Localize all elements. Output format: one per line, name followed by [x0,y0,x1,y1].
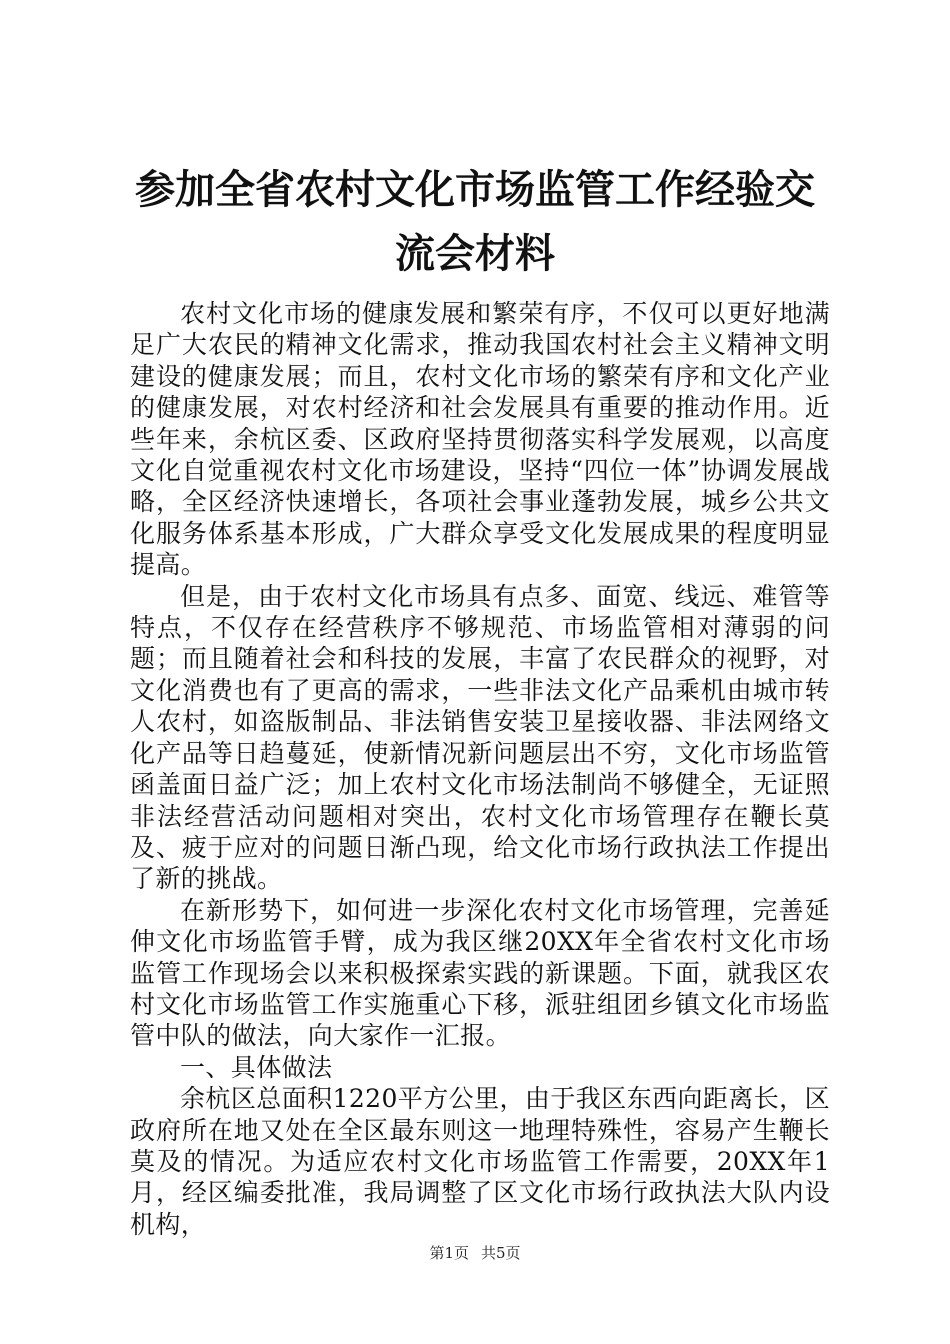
page-footer [0,1242,950,1263]
document-title: 参加全省农村文化市场监管工作经验交流会材料 [135,167,815,277]
document-body [130,298,830,1240]
paragraph-intro: 农村文化市场的健康发展和繁荣有序，不仅可以更好地满足广大农民的精神文化需求，推动我国农村社会主义精神文明建设的健康发展；而且，农村文化市场的繁荣有序和文化产业的健康发展，对农村经济和社会发展具有重要的推动作用。近些年来，余杭区委、区政府坚持贯彻落实科学发展观，以高度文化自觉重视农村文化市场建设，坚持“四位一体”协调发展战略，全区经济快速增长，各项社会事业蓬勃发展，城乡公共文化服务体系基本形成，广大群众享受文化发展成果的程度明显提高。 [130,299,830,580]
paragraph-new-situation: 在新形势下，如何进一步深化农村文化市场管理，完善延伸文化市场监管手臂，成为我区继20XX年全省农村文化市场监管工作现场会以来积极探索实践的新课题。下面，就我区农村文化市场监管工作实施重心下移，派驻组团乡镇文化市场监管中队的做法，向大家作一汇报。 [130,895,830,1051]
section-heading: 一、具体做法 [180,1052,333,1082]
page-number: 第1页 [429,1244,469,1262]
paragraph-challenges: 但是，由于农村文化市场具有点多、面宽、线远、难管等特点，不仅存在经营秩序不够规范、市场监管相对薄弱的问题；而且随着社会和科技的发展，丰富了农民群众的视野，对文化消费也有了更高的需求，一些非法文化产品乘机由城市转人农村，如盗版制品、非法销售安装卫星接收器、非法网络文化产品等日趋蔓延，使新情况新问题层出不穷，文化市场监管函盖面日益广泛；加上农村文化市场法制尚不够健全，无证照非法经营活动问题相对突出，农村文化市场管理存在鞭长莫及、疲于应对的问题日渐凸现，给文化市场行政执法工作提出了新的挑战。 [130,581,830,894]
paragraph-practice: 余杭区总面积1220平方公里，由于我区东西向距离长，区政府所在地又处在全区最东则这一地理特殊性，容易产生鞭长莫及的情况。为适应农村文化市场监管工作需要，20XX年1月，经区编委批准，我局调整了区文化市场行政执法大队内设机构， [130,1084,830,1239]
page-total: 共5页 [481,1244,521,1262]
